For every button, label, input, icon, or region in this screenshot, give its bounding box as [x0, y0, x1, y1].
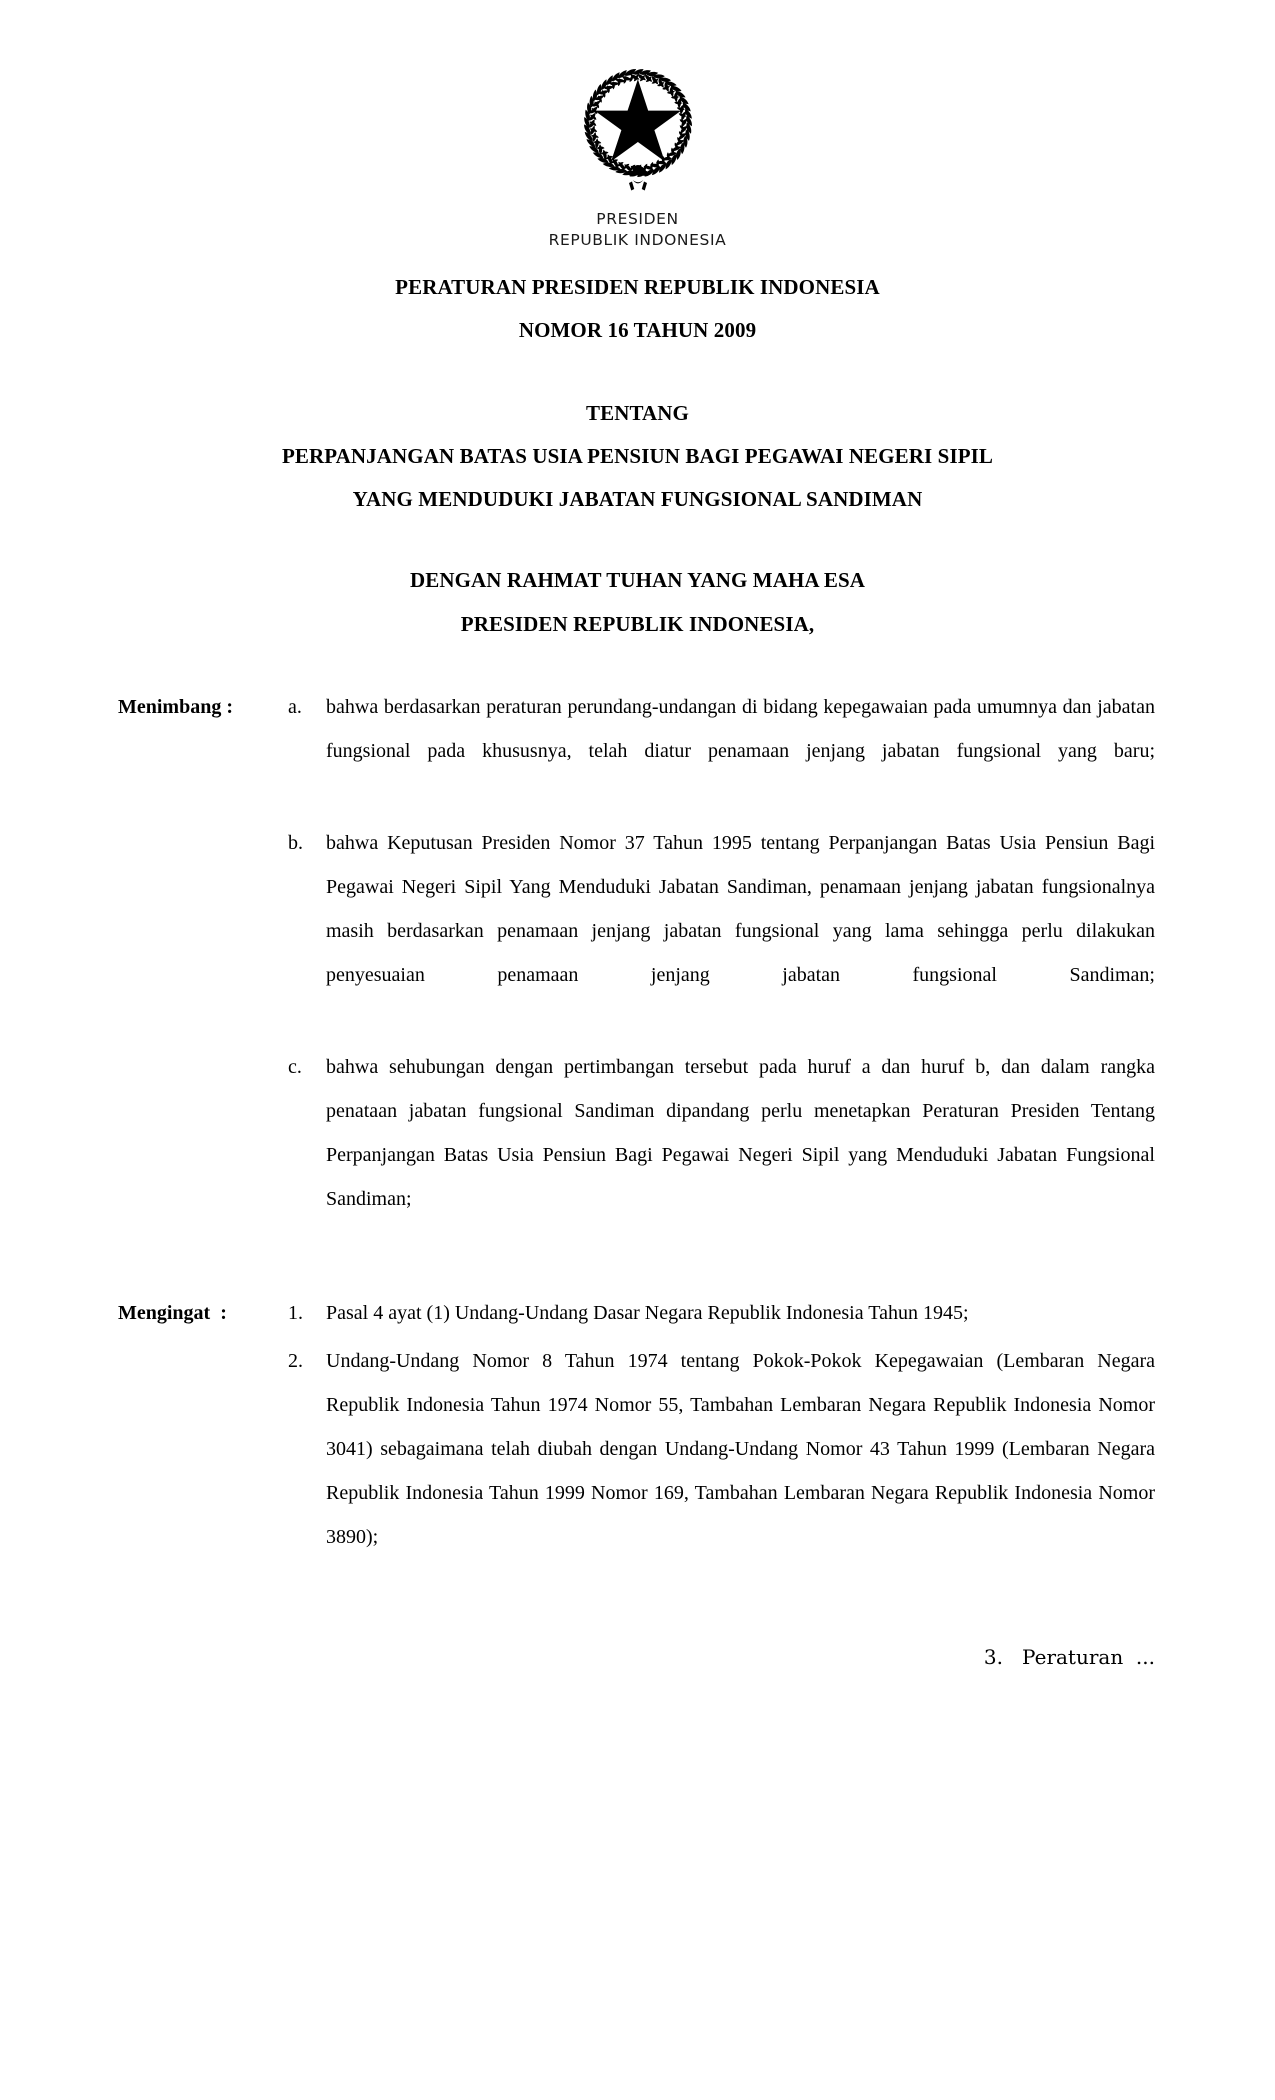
preamble-line-1: DENGAN RAHMAT TUHAN YANG MAHA ESA [409, 567, 866, 592]
clauses-area [0, 685, 1275, 1603]
item-text: bahwa berdasarkan peraturan perundang-undangan di bidang kepegawaian pada umumnya dan jabatan fungsional pada khususnya, telah diatur penamaan jenjang jabatan fungsional yang baru; [326, 695, 1155, 762]
clause-items-menimbang [288, 685, 1155, 1265]
emblem-caption [0, 209, 1275, 251]
item-marker: a. [288, 695, 302, 718]
clause-label-mengingat: Mengingat : [118, 1301, 227, 1324]
list-item [288, 1291, 1155, 1335]
item-marker: 1. [288, 1301, 303, 1324]
subject-line-1: PERPANJANGAN BATAS USIA PENSIUN BAGI PEGAWAI NEGERI SIPIL [281, 443, 994, 468]
garuda-star-wreath-emblem-icon [563, 48, 713, 198]
item-text: Undang-Undang Nomor 8 Tahun 1974 tentang Pokok-Pokok Kepegawaian (Lembaran Negara Republik Indonesia Tahun 1974 Nomor 55, Tambahan Lembaran Negara Republik Indonesia Nomor 3041) sebagaimana telah diubah dengan Undang-Undang Nomor 43 Tahun 1999 (Lembaran Negara Republik Indonesia Tahun 1999 Nomor 169, Tambahan Lembaran Negara Republik Indonesia Nomor 3890); [326, 1349, 1155, 1548]
item-text: Pasal 4 ayat (1) Undang-Undang Dasar Negara Republik Indonesia Tahun 1945; [326, 1301, 969, 1324]
list-item [288, 821, 1155, 1041]
clause-label-menimbang: Menimbang : [118, 695, 233, 718]
emblem-block [0, 0, 1275, 251]
subject-line-2: YANG MENDUDUKI JABATAN FUNGSIONAL SANDIMAN [352, 486, 923, 511]
regulation-title: PERATURAN PRESIDEN REPUBLIK INDONESIA [395, 274, 880, 299]
preamble-line-2: PRESIDEN REPUBLIK INDONESIA, [460, 611, 815, 636]
list-item [288, 1045, 1155, 1265]
emblem-caption-line2: REPUBLIK INDONESIA [548, 230, 727, 249]
item-text: bahwa sehubungan dengan pertimbangan tersebut pada huruf a dan huruf b, dan dalam rangka penataan jabatan fungsional Sandiman dipandang perlu menetapkan Peraturan Presiden Tentang Perpanjangan Batas Usia Pensiun Bagi Pegawai Negeri Sipil yang Menduduki Jabatan Fungsional Sandiman; [326, 1055, 1155, 1210]
item-marker: 2. [288, 1349, 303, 1372]
subject-block [0, 400, 1275, 511]
item-marker: c. [288, 1055, 302, 1078]
list-item [288, 1339, 1155, 1603]
clause-mengingat [118, 1291, 1155, 1603]
item-marker: b. [288, 831, 303, 854]
document-title-block [0, 274, 1275, 342]
item-text: bahwa Keputusan Presiden Nomor 37 Tahun 1995 tentang Perpanjangan Batas Usia Pensiun Bagi Pegawai Negeri Sipil Yang Menduduki Jabatan Sandiman, penamaan jenjang jabatan fungsionalnya masih berdasarkan penamaan jenjang jabatan fungsional yang lama sehingga perlu dilakukan penyesuaian penamaan jenjang jabatan fungsional Sandiman; [326, 831, 1155, 986]
page-continuation-note: 3. Peraturan ... [983, 1644, 1155, 1669]
clause-menimbang [118, 685, 1155, 1265]
regulation-number: NOMOR 16 TAHUN 2009 [518, 317, 757, 342]
emblem-caption-line1: PRESIDEN [596, 210, 679, 228]
tentang-heading: TENTANG [586, 400, 689, 425]
preamble-block [0, 567, 1275, 636]
list-item [288, 685, 1155, 817]
clause-items-mengingat [288, 1291, 1155, 1603]
